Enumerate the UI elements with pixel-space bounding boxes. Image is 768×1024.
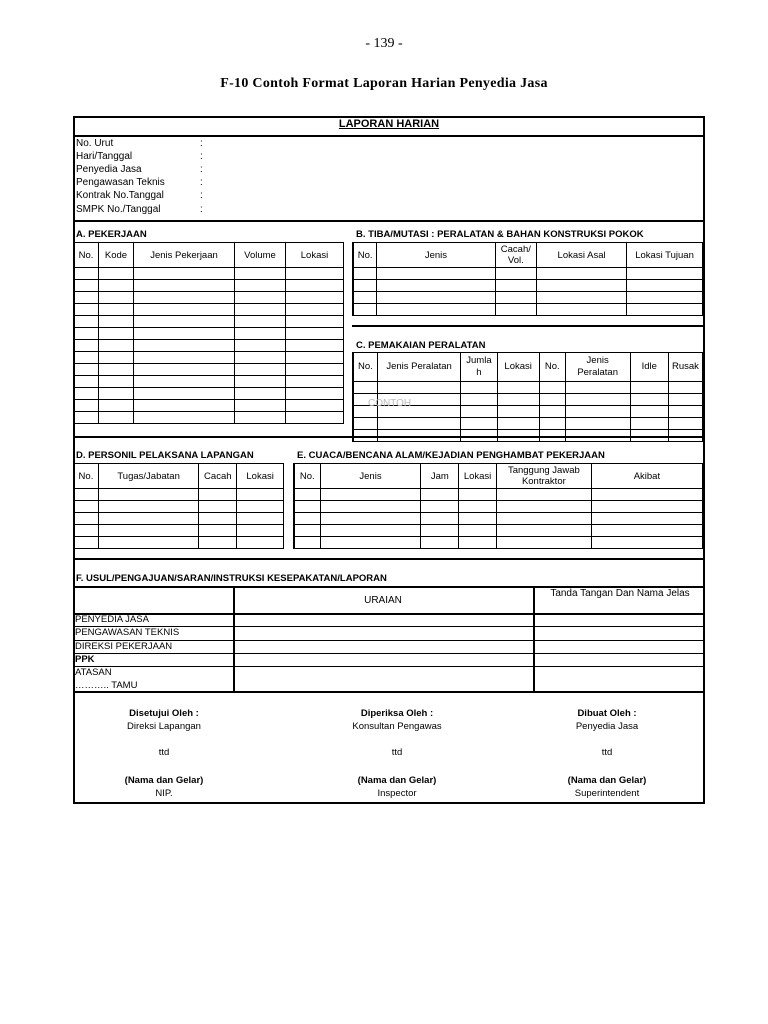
- section-b-title: B. TIBA/MUTASI : PERALATAN & BAHAN KONSTRUKSI POKOK: [356, 229, 644, 240]
- uraian-header: URAIAN: [364, 595, 402, 606]
- table-e-header: No.: [294, 464, 320, 489]
- divider: [73, 613, 705, 615]
- signer-penyedia-jasa: PENYEDIA JASA: [75, 614, 149, 625]
- table-a-header: Jenis Pekerjaan: [134, 243, 235, 268]
- table-row: [74, 525, 284, 537]
- divider: [73, 691, 705, 693]
- divider: [73, 135, 705, 137]
- signer-direksi-pekerjaan: DIREKSI PEKERJAAN: [75, 641, 173, 652]
- sig-made-head: Dibuat Oleh :: [577, 708, 637, 719]
- field-colon: :: [200, 204, 203, 215]
- field-kontrak: Kontrak No.Tanggal: [76, 190, 164, 201]
- table-d-header: Tugas/Jabatan: [98, 464, 198, 489]
- table-row: [74, 388, 344, 400]
- section-d-title: D. PERSONIL PELAKSANA LAPANGAN: [76, 450, 254, 461]
- table-row: [294, 537, 703, 549]
- table-row: [74, 280, 344, 292]
- page-number: - 139 -: [365, 36, 403, 51]
- section-e-title: E. CUACA/BENCANA ALAM/KEJADIAN PENGHAMBAT PEKERJAAN: [297, 450, 605, 461]
- sig-checked-role: Konsultan Pengawas: [352, 721, 442, 732]
- table-row: [74, 328, 344, 340]
- field-colon: :: [200, 138, 203, 149]
- table-row: [294, 501, 703, 513]
- signer-pengawasan-teknis: PENGAWASAN TEKNIS: [75, 627, 180, 638]
- table-row: [74, 316, 344, 328]
- table-row: [74, 513, 284, 525]
- table-c-header: Lokasi: [497, 353, 539, 382]
- table-row: [353, 382, 703, 394]
- sig-approved-ttd: ttd: [158, 747, 170, 758]
- signer-atasan: ATASAN: [75, 667, 112, 678]
- sig-made-id: Superintendent: [574, 788, 640, 799]
- table-row: [353, 304, 703, 316]
- sig-checked-head: Diperiksa Oleh :: [360, 708, 434, 719]
- field-colon: :: [200, 151, 203, 162]
- form-title: LAPORAN HARIAN: [338, 118, 440, 130]
- sig-approved-id: NIP.: [155, 788, 173, 799]
- table-a: [73, 242, 344, 424]
- table-a-header: Kode: [99, 243, 134, 268]
- table-c-header: No.: [539, 353, 565, 382]
- table-d-header: No.: [74, 464, 99, 489]
- field-no-urut: No. Urut: [76, 138, 114, 149]
- table-e-header: Jam: [421, 464, 459, 489]
- table-d-header: Lokasi: [237, 464, 284, 489]
- divider: [73, 558, 705, 560]
- field-pengawasan-teknis: Pengawasan Teknis: [76, 177, 165, 188]
- document-title: F-10 Contoh Format Laporan Harian Penyedia Jasa: [220, 76, 548, 91]
- table-c-header: No.: [353, 353, 377, 382]
- section-c-title: C. PEMAKAIAN PERALATAN: [356, 340, 486, 351]
- field-smpk: SMPK No./Tanggal: [76, 204, 161, 215]
- table-row: [353, 280, 703, 292]
- divider: [533, 586, 535, 691]
- sig-checked-id: Inspector: [377, 788, 417, 799]
- table-c-header: Idle: [630, 353, 668, 382]
- divider: [352, 325, 704, 327]
- table-row: [294, 525, 703, 537]
- field-penyedia-jasa: Penyedia Jasa: [76, 164, 142, 175]
- table-row: [74, 400, 344, 412]
- table-row: [74, 268, 344, 280]
- field-colon: :: [200, 164, 203, 175]
- sig-made-ttd: ttd: [601, 747, 613, 758]
- table-e-header: Jenis: [320, 464, 421, 489]
- sig-approved-role: Direksi Lapangan: [127, 721, 201, 732]
- sig-approved-head: Disetujui Oleh :: [129, 708, 199, 719]
- table-a-header: Lokasi: [286, 243, 344, 268]
- table-b-header: Lokasi Tujuan: [627, 243, 703, 268]
- field-hari-tanggal: Hari/Tanggal: [76, 151, 133, 162]
- table-d: [73, 463, 284, 549]
- table-row: [74, 340, 344, 352]
- table-e-header: Tanggung Jawab Kontraktor: [496, 464, 591, 489]
- table-row: [74, 304, 344, 316]
- table-row: [294, 513, 703, 525]
- ttd-header: Tanda Tangan Dan Nama Jelas: [550, 588, 690, 599]
- sig-checked-name: (Nama dan Gelar): [357, 775, 437, 786]
- table-row: [74, 352, 344, 364]
- table-c-header: Jumla h: [461, 353, 497, 382]
- table-row: [74, 489, 284, 501]
- sig-checked-ttd: ttd: [391, 747, 403, 758]
- sig-approved-name: (Nama dan Gelar): [124, 775, 204, 786]
- field-colon: :: [200, 177, 203, 188]
- table-row: [353, 268, 703, 280]
- sig-made-name: (Nama dan Gelar): [567, 775, 647, 786]
- table-row: [74, 537, 284, 549]
- field-colon: :: [200, 190, 203, 201]
- divider: [73, 653, 705, 654]
- table-a-header: No.: [74, 243, 99, 268]
- table-c-header: Jenis Peralatan: [377, 353, 461, 382]
- table-b: [352, 242, 703, 316]
- table-e-header: Akibat: [591, 464, 702, 489]
- table-a-header: Volume: [235, 243, 286, 268]
- table-e: [293, 463, 703, 549]
- table-row: [74, 376, 344, 388]
- signer-ppk: PPK: [75, 654, 95, 665]
- table-b-header: Jenis: [377, 243, 495, 268]
- table-c: [352, 352, 703, 442]
- table-row: [74, 364, 344, 376]
- table-b-header: No.: [353, 243, 377, 268]
- signer-tamu: ……….. TAMU: [75, 680, 138, 691]
- watermark: CONTOH: [368, 398, 412, 409]
- sig-made-role: Penyedia Jasa: [575, 721, 639, 732]
- table-b-header: Lokasi Asal: [537, 243, 627, 268]
- table-row: [74, 412, 344, 424]
- table-row: [294, 489, 703, 501]
- divider: [73, 220, 705, 222]
- table-b-header: Cacah/ Vol.: [495, 243, 536, 268]
- section-a-title: A. PEKERJAAN: [76, 229, 147, 240]
- table-c-header: Jenis Peralatan: [565, 353, 630, 382]
- table-row: [353, 292, 703, 304]
- table-d-header: Cacah: [199, 464, 237, 489]
- section-f-title: F. USUL/PENGAJUAN/SARAN/INSTRUKSI KESEPAKATAN/LAPORAN: [76, 573, 387, 584]
- table-e-header: Lokasi: [459, 464, 497, 489]
- table-c-header: Rusak: [668, 353, 702, 382]
- table-row: [353, 418, 703, 430]
- table-row: [74, 292, 344, 304]
- divider: [73, 666, 705, 667]
- divider: [73, 436, 705, 438]
- table-row: [74, 501, 284, 513]
